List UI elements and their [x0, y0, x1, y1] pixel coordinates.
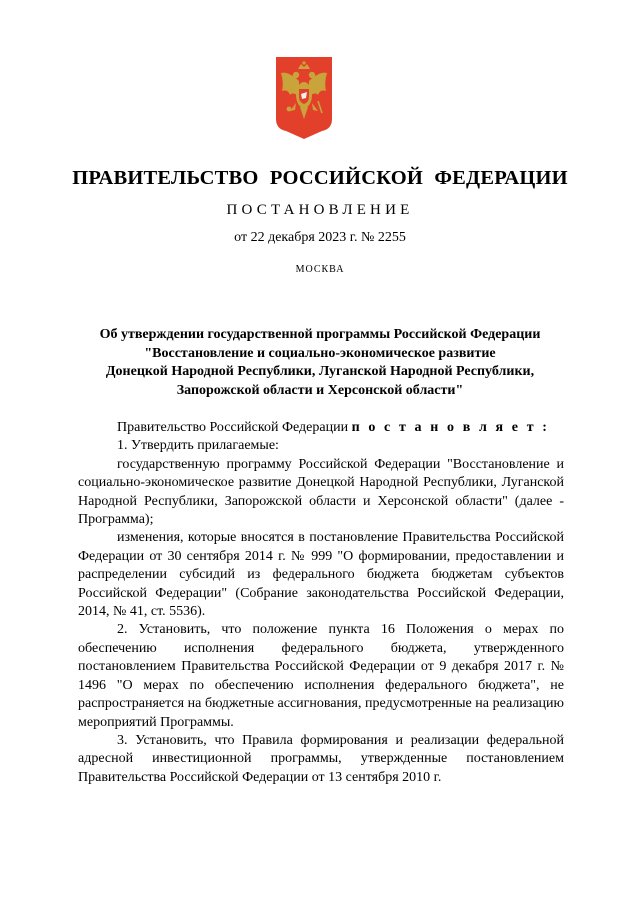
document-type: ПОСТАНОВЛЕНИЕ: [226, 202, 414, 218]
russian-coat-of-arms-icon: [276, 57, 332, 139]
body-paragraph: 3. Установить, что Правила формирования и реализации федеральной адресной инвестиционной программы, утвержденные постановлением Правительства Российской Федерации от 13 сентября 2010 г.: [78, 732, 564, 785]
decree-body: [78, 419, 564, 787]
government-title: ПРАВИТЕЛЬСТВО РОССИЙСКОЙ ФЕДЕРАЦИИ: [72, 167, 568, 189]
preamble-verb: п о с т а н о в л я е т :: [351, 420, 550, 435]
subject-line: Донецкой Народной Республики, Луганской Народной Республики,: [105, 364, 535, 379]
preamble-paragraph: [78, 419, 564, 437]
body-paragraph: 2. Установить, что положение пункта 16 Положения о мерах по обеспечению исполнения федерального бюджета, утвержденного постановлением Правительства Российской Федерации от 9 декабря 2017 г. № 1496 "О мерах по обеспечению исполнения федерального бюджета", не распространяется на бюджетные ассигнования, предусмотренные на реализацию мероприятий Программы.: [78, 622, 564, 730]
preamble-text: Правительство Российской Федерации: [117, 420, 349, 435]
body-paragraph: государственную программу Российской Федерации "Восстановление и социально-экономическое развитие Донецкой Народной Республики, Луганской Народной Республики, Запорожской области и Херсонской области" (далее - Программа);: [78, 456, 564, 528]
city-label: МОСКВА: [295, 264, 345, 275]
subject-line: Об утверждении государственной программы Российской Федерации: [99, 327, 541, 342]
body-paragraph: изменения, которые вносятся в постановление Правительства Российской Федерации от 30 сентября 2014 г. № 999 "О формировании, предоставлении и распределении субсидий из федерального бюджета бюджетам субъектов Российской Федерации" (Собрание законодательства Российской Федерации, 2014, № 41, ст. 5536).: [78, 530, 564, 620]
decree-date: от 22 декабря 2023 г. № 2255: [234, 230, 406, 245]
subject-line: Запорожской области и Херсонской области": [176, 382, 464, 398]
decree-subject: [70, 326, 570, 400]
subject-line: "Восстановление и социально-экономическое развитие: [144, 345, 496, 361]
body-paragraph: 1. Утвердить прилагаемые:: [117, 438, 279, 454]
